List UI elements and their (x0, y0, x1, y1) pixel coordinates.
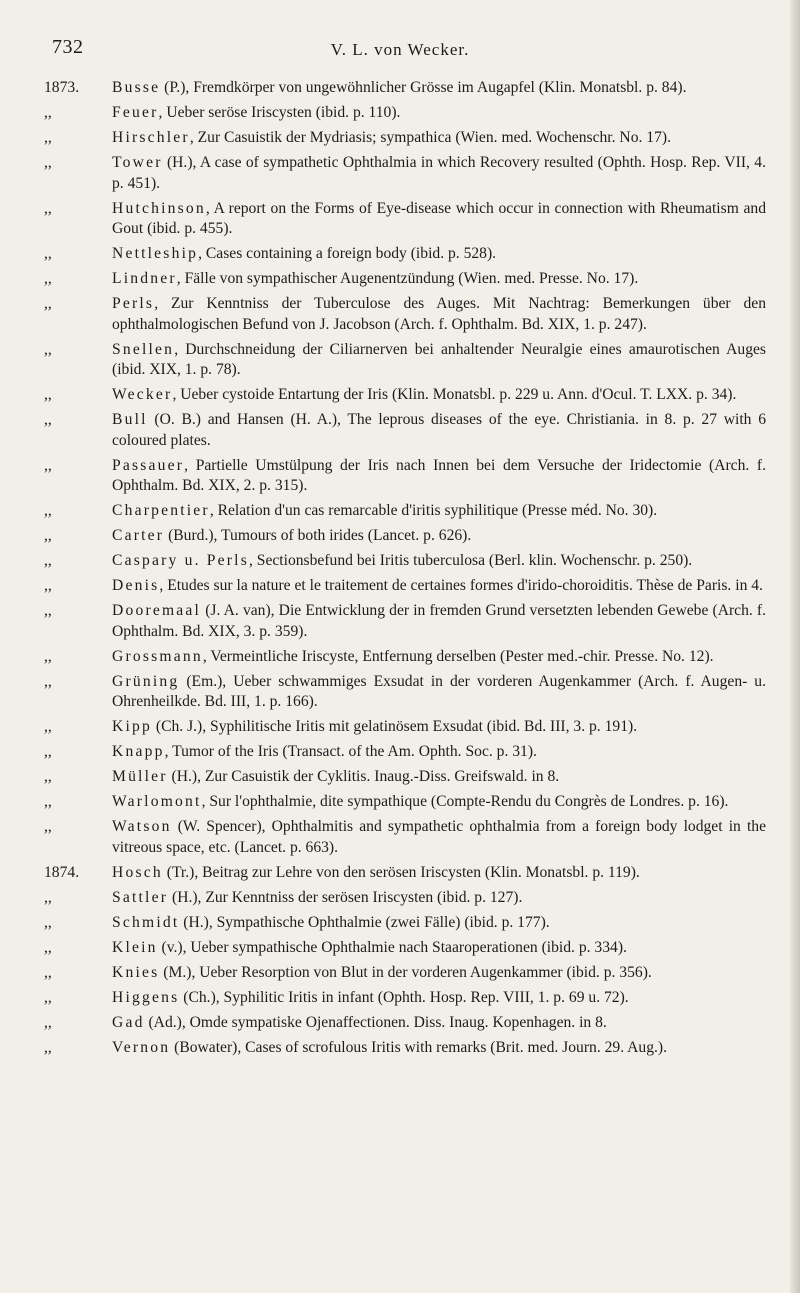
bibliography-entry (0, 269, 790, 290)
entry-author: Snellen (112, 340, 175, 358)
bibliography-entry (0, 128, 790, 149)
entry-citation: , Ueber cystoide Entartung der Iris (Klin. Monatsbl. p. 229 u. Ann. d'Ocul. T. LXX. p. 34). (172, 386, 737, 404)
entry-year-mark: ,, (44, 552, 52, 570)
entry-author: Hutchinson (112, 199, 206, 217)
entry-year-mark: ,, (44, 818, 52, 836)
bibliography-entry (0, 817, 790, 858)
entry-year-mark: ,, (44, 456, 52, 474)
entry-year-mark: ,, (44, 672, 52, 690)
entry-author: Carter (112, 527, 165, 545)
bibliography-entry (0, 294, 790, 335)
entry-author: Warlomont (112, 793, 202, 811)
entry-citation: (v.), Ueber sympathische Ophthalmie nach Staaroperationen (ibid. p. 334). (157, 938, 627, 956)
entry-author: Perls (112, 295, 155, 313)
entry-citation: (H.), A case of sympathetic Ophthalmia in which Recovery resulted (Ophth. Hosp. Rep. VII, 4. p. 451). (112, 153, 766, 192)
entry-citation: , Sur l'ophthalmie, dite sympathique (Compte-Rendu du Congrès de Londres. p. 16). (201, 793, 729, 811)
entry-year-mark: 1874. (44, 863, 80, 881)
entry-citation: , Durchschneidung der Ciliarnerven bei anhaltender Neuralgie eines amaurotischen Auges (ibid. XIX, 1. p. 78). (112, 340, 766, 379)
bibliography-entry (0, 103, 790, 124)
entry-author: Sattler (112, 888, 169, 906)
entry-year-mark: ,, (44, 793, 52, 811)
entry-citation: , A report on the Forms of Eye-disease which occur in connection with Rheumatism and Gout (ibid. p. 455). (112, 199, 766, 238)
bibliography-entry (0, 1013, 790, 1034)
entry-year-mark: 1873. (44, 79, 80, 96)
bibliography-entry (0, 78, 790, 99)
entry-year-mark: ,, (44, 988, 52, 1006)
entry-author: Knapp (112, 743, 165, 761)
entry-citation: , Cases containing a foreign body (ibid. p. 528). (198, 245, 497, 263)
entry-year-mark: ,, (44, 295, 52, 313)
bibliography-entry (0, 742, 790, 763)
bibliography-entry (0, 717, 790, 738)
entry-author: Nettleship (112, 245, 199, 263)
entry-citation: , Sectionsbefund bei Iritis tuberculosa (Berl. klin. Wochenschr. p. 250). (248, 552, 693, 570)
entry-author: Feuer (112, 103, 159, 121)
entry-citation: (W. Spencer), Ophthalmitis and sympathetic ophthalmia from a foreign body lodget in the vitreous space, etc. (Lancet. p. 663). (112, 818, 766, 856)
entry-author: Müller (112, 768, 168, 786)
entry-citation: (J. A. van), Die Entwicklung der in fremden Grund versetzten lebenden Gewebe (Arch. f. Ophthalm. Bd. XIX, 3. p. 359). (112, 602, 766, 640)
entry-author: Watson (112, 818, 172, 836)
bibliography-entry (0, 672, 790, 713)
entry-citation: (Em.), Ueber schwammiges Exsudat in der vorderen Augenkammer (Arch. f. Augen- u. Ohrenheilkde. Bd. III, 1. p. 166). (112, 672, 766, 711)
bibliography-entry (0, 576, 790, 597)
entry-author: Vernon (112, 1038, 171, 1056)
entry-author: Caspary u. Perls (112, 552, 249, 570)
running-head: V. L. von Wecker. (330, 40, 470, 59)
entry-citation: , Zur Casuistik der Mydriasis; sympathica (Wien. med. Wochenschr. No. 17). (189, 128, 671, 146)
entry-year-mark: ,, (44, 963, 52, 981)
entry-citation: (Burd.), Tumours of both irides (Lancet. p. 626). (164, 527, 472, 545)
bibliography-entry (0, 244, 790, 265)
entry-author: Grossmann (112, 647, 203, 665)
bibliography-entry (0, 988, 790, 1009)
entry-year-mark: ,, (44, 128, 52, 146)
entry-year-mark: ,, (44, 340, 52, 358)
entry-year-mark: ,, (44, 1013, 52, 1031)
entry-citation: (Ad.), Omde sympatiske Ojenaffectionen. Diss. Inaug. Kopenhagen. in 8. (144, 1013, 607, 1031)
entry-citation: (H.), Sympathische Ophthalmie (zwei Fälle) (ibid. p. 177). (179, 913, 550, 931)
bibliography-entry (0, 767, 790, 788)
bibliography-entry (0, 792, 790, 813)
entry-year-mark: ,, (44, 245, 52, 263)
entry-year-mark: ,, (44, 1038, 52, 1056)
entry-citation: , Ueber seröse Iriscysten (ibid. p. 110). (158, 103, 401, 121)
entry-author: Higgens (112, 988, 180, 1006)
entry-citation: (Ch. J.), Syphilitische Iritis mit gelatinösem Exsudat (ibid. Bd. III, 3. p. 191). (152, 718, 638, 736)
bibliography-entry (0, 526, 790, 547)
bibliography-entry (0, 601, 790, 642)
entry-citation: , Etudes sur la nature et le traitement de certaines formes d'irido-choroiditis. Thèse de Paris. in 4. (159, 577, 763, 595)
entry-year-mark: ,, (44, 913, 52, 931)
bibliography-entry (0, 647, 790, 668)
entry-citation: , Zur Kenntniss der Tuberculose des Auges. Mit Nachtrag: Bemerkungen über den ophthalmologischen Befund von J. Jacobson (Arch. f. Ophthalm. Bd. XIX, 1. p. 247). (112, 295, 766, 333)
page-edge-shadow (790, 0, 800, 1293)
entry-citation: (H.), Zur Kenntniss der serösen Iriscysten (ibid. p. 127). (168, 888, 523, 906)
entry-citation: , Fälle von sympathischer Augenentzündung (Wien. med. Presse. No. 17). (176, 270, 639, 288)
entry-author: Dooremaal (112, 602, 202, 620)
entry-citation: , Vermeintliche Iriscyste, Entfernung derselben (Pester med.-chir. Presse. No. 12). (202, 647, 714, 665)
bibliography-entry (0, 938, 790, 959)
entry-author: Schmidt (112, 913, 180, 931)
entry-year-mark: ,, (44, 938, 52, 956)
entry-author: Passauer (112, 456, 185, 474)
entry-author: Lindner (112, 270, 177, 288)
entry-citation: (P.), Fremdkörper von ungewöhnlicher Grösse im Augapfel (Klin. Monatsbl. p. 84). (160, 79, 687, 96)
entry-year-mark: ,, (44, 602, 52, 620)
entry-citation: , Partielle Umstülpung der Iris nach Innen bei dem Versuche der Iridectomie (Arch. f. Ophthalm. Bd. XIX, 2. p. 315). (112, 456, 766, 495)
entry-year-mark: ,, (44, 502, 52, 520)
entry-citation: , Relation d'un cas remarcable d'iritis syphilitique (Presse méd. No. 30). (209, 502, 658, 520)
entry-author: Kipp (112, 718, 152, 736)
entry-citation: (Ch.), Syphilitic Iritis in infant (Ophth. Hosp. Rep. VIII, 1. p. 69 u. 72). (179, 988, 629, 1006)
entry-author: Gad (112, 1013, 145, 1031)
entry-year-mark: ,, (44, 199, 52, 217)
entry-author: Hosch (112, 863, 163, 881)
entry-year-mark: ,, (44, 270, 52, 288)
bibliography-entry (0, 456, 790, 497)
entry-year-mark: ,, (44, 768, 52, 786)
entry-year-mark: ,, (44, 103, 52, 121)
entry-citation: (O. B.) and Hansen (H. A.), The leprous diseases of the eye. Christiania. in 8. p. 27 with 6 coloured plates. (112, 411, 766, 449)
bibliography-entry (0, 888, 790, 909)
bibliography-entry (0, 1038, 790, 1059)
bibliography-entry (0, 551, 790, 572)
entry-year-mark: ,, (44, 888, 52, 906)
entry-citation: (M.), Ueber Resorption von Blut in der vorderen Augenkammer (ibid. p. 356). (159, 963, 652, 981)
entry-author: Bull (112, 411, 148, 429)
bibliography-entry (0, 199, 790, 240)
entry-author: Wecker (112, 386, 173, 404)
entry-author: Denis (112, 577, 160, 595)
bibliography-entry (0, 153, 790, 194)
entry-year-mark: ,, (44, 527, 52, 545)
entry-author: Busse (112, 79, 161, 96)
entry-year-mark: ,, (44, 743, 52, 761)
bibliography-entry (0, 340, 790, 381)
entry-year-mark: ,, (44, 411, 52, 429)
page-number: 732 (52, 36, 84, 58)
entry-citation: , Tumor of the Iris (Transact. of the Am. Ophth. Soc. p. 31). (164, 743, 537, 761)
bibliography-entry (0, 410, 790, 451)
entry-year-mark: ,, (44, 386, 52, 404)
entry-author: Knies (112, 963, 160, 981)
entry-author: Charpentier (112, 502, 210, 520)
entry-author: Tower (112, 153, 163, 171)
entry-citation: (Bowater), Cases of scrofulous Iritis with remarks (Brit. med. Journ. 29. Aug.). (170, 1038, 667, 1056)
entry-author: Grüning (112, 672, 180, 690)
bibliography-list (0, 78, 790, 1063)
entry-citation: (H.), Zur Casuistik der Cyklitis. Inaug.-Diss. Greifswald. in 8. (167, 768, 560, 786)
entry-year-mark: ,, (44, 718, 52, 736)
bibliography-entry (0, 913, 790, 934)
bibliography-entry (0, 963, 790, 984)
entry-citation: (Tr.), Beitrag zur Lehre von den serösen Iriscysten (Klin. Monatsbl. p. 119). (162, 863, 640, 881)
entry-year-mark: ,, (44, 647, 52, 665)
entry-author: Klein (112, 938, 158, 956)
entry-year-mark: ,, (44, 153, 52, 171)
entry-author: Hirschler (112, 128, 190, 146)
bibliography-entry (0, 385, 790, 406)
bibliography-entry (0, 501, 790, 522)
entry-year-mark: ,, (44, 577, 52, 595)
bibliography-entry (0, 863, 790, 884)
